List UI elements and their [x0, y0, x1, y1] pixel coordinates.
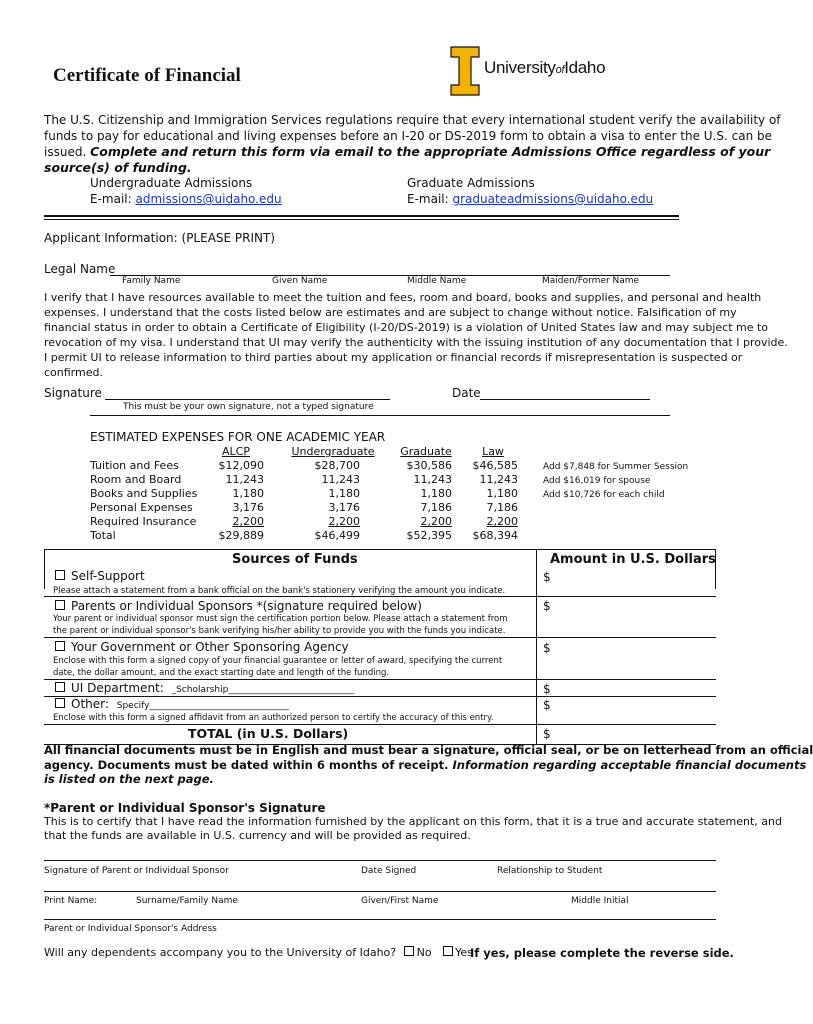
- amount-header: Amount in U.S. Dollars: [550, 552, 716, 567]
- funds-table-divider: [536, 549, 537, 745]
- expense-value: 2,200: [486, 515, 518, 528]
- other-option[interactable]: [55, 697, 289, 711]
- expense-note: Add $7,848 for Summer Session: [543, 462, 689, 472]
- ui-department-label: UI Department:: [71, 681, 164, 695]
- print-name-line[interactable]: [44, 891, 716, 892]
- expense-value: 1,180: [420, 487, 452, 500]
- intro-line-3: [44, 144, 770, 159]
- ug-email-label: E-mail:: [90, 192, 132, 206]
- row-rule: [44, 724, 716, 725]
- sponsor-text-1: This is to certify that I have read the information furnished by the applicant on this form, that it is a true and accurate statement, and: [44, 815, 782, 828]
- dependents-question-row: [44, 946, 473, 959]
- expense-row-labels: [90, 459, 197, 543]
- section-divider: [44, 215, 679, 217]
- expense-row-label: Room and Board: [90, 473, 182, 486]
- expense-value: 3,176: [232, 501, 264, 514]
- expense-note: Add $10,726 for each child: [543, 490, 665, 500]
- government-note-2: date, the dollar amount, and the exact starting date and length of the funding.: [53, 668, 390, 678]
- self-support-label: Self-Support: [71, 569, 145, 583]
- relationship-caption: Relationship to Student: [497, 866, 603, 876]
- row-rule: [44, 596, 716, 597]
- expense-row-label: Books and Supplies: [90, 487, 198, 500]
- expense-value: $52,395: [406, 529, 452, 542]
- statement-line: I verify that I have resources available to meet the tuition and fees, room and board, books and supplies, and personal and health: [44, 291, 762, 304]
- logo-text-of: of: [555, 64, 565, 76]
- sponsors-option[interactable]: [55, 599, 422, 613]
- middle-name-caption: Middle Name: [407, 276, 467, 286]
- government-checkbox[interactable]: [55, 641, 65, 651]
- government-label: Your Government or Other Sponsoring Agency: [71, 640, 349, 654]
- expense-value: 7,186: [420, 501, 452, 514]
- row-rule: [44, 637, 716, 638]
- expense-column-alcp: [208, 445, 264, 543]
- grad-email-link[interactable]: graduateadmissions@uidaho.edu: [452, 192, 654, 206]
- expense-value: 2,200: [232, 515, 264, 528]
- applicant-section-label: Applicant Information: (PLEASE PRINT): [44, 231, 276, 245]
- expense-value: $68,394: [472, 529, 518, 542]
- statement-line: revocation of my visa. I understand that UI may verify the authenticity with the issuing institution of any documentation that I provide.: [44, 336, 788, 349]
- ui-department-value[interactable]: _Scholarship____________________________: [171, 685, 355, 695]
- legal-name-label: Legal Name: [44, 262, 116, 276]
- expense-value: $28,700: [314, 459, 360, 472]
- surname-caption: Surname/Family Name: [136, 896, 238, 906]
- expense-value: 3,176: [328, 501, 360, 514]
- other-label: Other:: [71, 697, 109, 711]
- sponsor-text-2: that the funds are available in U.S. currency and will be provided as required.: [44, 829, 471, 842]
- sponsor-sig-caption: Signature of Parent or Individual Sponsor: [44, 866, 229, 876]
- other-amount[interactable]: $: [543, 698, 551, 712]
- print-name-caption: Print Name:: [44, 896, 98, 906]
- grad-email-row: [407, 192, 653, 206]
- intro-line-1: The U.S. Citizenship and Immigration Services regulations require that every international student verify the availability of: [44, 113, 781, 127]
- expense-column-graduate: [400, 445, 452, 543]
- funds-table-left: [44, 549, 45, 589]
- dependents-question: Will any dependents accompany you to the University of Idaho?: [44, 946, 397, 959]
- section-divider-thin: [44, 219, 679, 220]
- self-support-note: Please attach a statement from a bank official on the bank's stationery verifying the amount you indicate.: [53, 586, 506, 596]
- expense-value: $30,586: [406, 459, 452, 472]
- legal-name-field[interactable]: [110, 263, 670, 276]
- self-support-option[interactable]: [55, 569, 145, 583]
- expense-value: 7,186: [486, 501, 518, 514]
- expense-value: $46,585: [472, 459, 518, 472]
- address-caption: Parent or Individual Sponsor's Address: [44, 924, 217, 934]
- sponsors-amount[interactable]: $: [543, 599, 551, 613]
- expense-row-label: Total: [90, 529, 116, 542]
- middle-initial-caption: Middle Initial: [571, 896, 629, 906]
- logo-text-university: University: [484, 58, 556, 77]
- total-amount[interactable]: $: [543, 727, 551, 741]
- funds-table-top: [44, 549, 716, 550]
- column-header: Law: [482, 445, 504, 458]
- intro-emphasis-2: source(s) of funding.: [44, 160, 192, 175]
- total-label: TOTAL (in U.S. Dollars): [188, 726, 349, 741]
- grad-admissions-label: Graduate Admissions: [407, 176, 535, 190]
- ui-department-option[interactable]: [55, 681, 354, 695]
- other-value[interactable]: Specify_______________________________: [116, 701, 289, 711]
- date-field[interactable]: [480, 387, 650, 400]
- given-caption: Given/First Name: [361, 896, 439, 906]
- self-support-checkbox[interactable]: [55, 570, 65, 580]
- sponsors-label: Parents or Individual Sponsors *(signature required below): [71, 599, 422, 613]
- expense-value: 1,180: [486, 487, 518, 500]
- signature-note: This must be your own signature, not a typed signature: [123, 402, 374, 412]
- expense-value: 2,200: [420, 515, 452, 528]
- other-note: Enclose with this form a signed affidavit from an authorized person to certify the accuracy of this entry.: [53, 713, 494, 723]
- dependents-yes-label: Yes: [455, 946, 473, 959]
- applicant-divider: [90, 415, 670, 416]
- logo-text-idaho: Idaho: [564, 58, 606, 77]
- expense-value: $29,889: [218, 529, 264, 542]
- expense-row-label: Required Insurance: [90, 515, 197, 528]
- expense-notes: [543, 460, 688, 502]
- maiden-name-caption: Maiden/Former Name: [542, 276, 640, 286]
- expense-value: 2,200: [328, 515, 360, 528]
- sources-header: Sources of Funds: [232, 552, 358, 567]
- sponsors-note-2: the parent or individual sponsor's bank verifying his/her ability to provide you with the funds you indicate.: [53, 626, 506, 636]
- address-line[interactable]: [44, 919, 716, 920]
- expense-column-law: [468, 445, 518, 543]
- ug-email-link[interactable]: admissions@uidaho.edu: [135, 192, 282, 206]
- column-header: Graduate: [400, 445, 452, 458]
- self-support-amount[interactable]: $: [543, 570, 551, 584]
- expense-row-label: Personal Expenses: [90, 501, 193, 514]
- intro-issued: issued.: [44, 145, 87, 159]
- dependents-no-label: No: [416, 946, 432, 959]
- signature-field[interactable]: [105, 387, 390, 400]
- sponsors-note-1: Your parent or individual sponsor must sign the certification portion below. Please attach a statement from: [53, 614, 508, 624]
- column-header: Undergraduate: [291, 445, 375, 458]
- ui-department-checkbox[interactable]: [55, 682, 65, 692]
- ug-admissions-label: Undergraduate Admissions: [90, 176, 253, 190]
- intro-emphasis: Complete and return this form via email to the appropriate Admissions Office regardless of your: [90, 144, 771, 159]
- intro-line-2: funds to pay for educational and living expenses before an I-20 or DS-2019 form to obtain a visa to enter the U.S. can be: [44, 129, 772, 143]
- applicant-statement: [44, 290, 788, 380]
- column-header: ALCP: [222, 445, 250, 458]
- documents-requirement: agency. Documents must be dated within 6 months of receipt.: [44, 758, 449, 772]
- government-option[interactable]: [55, 640, 349, 654]
- documents-line-3: is listed on the next page.: [44, 772, 214, 786]
- sponsor-heading: *Parent or Individual Sponsor's Signature: [44, 801, 326, 815]
- row-rule: [44, 679, 716, 680]
- government-amount[interactable]: $: [543, 641, 551, 655]
- statement-line: confirmed.: [44, 366, 103, 379]
- idaho-i-icon: [450, 46, 480, 96]
- expense-row-label: Tuition and Fees: [90, 459, 179, 472]
- signature-label: Signature: [44, 386, 102, 400]
- expense-value: $46,499: [314, 529, 360, 542]
- expense-value: 11,243: [413, 473, 452, 486]
- sponsor-sig-line[interactable]: [44, 860, 716, 861]
- ug-email-row: [90, 192, 282, 206]
- expense-value: 11,243: [225, 473, 264, 486]
- statement-line: expenses. I understand that the costs listed below are estimates and are subject to change without notice. Falsification of my: [44, 306, 737, 319]
- page-title: Certificate of Financial: [53, 65, 241, 86]
- expense-value: $12,090: [218, 459, 264, 472]
- documents-line-2: [44, 758, 806, 772]
- documents-line-1: All financial documents must be in English and must bear a signature, official seal, or be on letterhead from an official: [44, 743, 813, 757]
- sponsors-checkbox[interactable]: [55, 600, 65, 610]
- dependents-yes-checkbox[interactable]: [443, 946, 453, 956]
- statement-line: I permit UI to release information to third parties about my application or financial records if misrepresentation is suspected or: [44, 351, 743, 364]
- university-logo: [450, 46, 620, 98]
- expense-value: 11,243: [479, 473, 518, 486]
- expense-note: Add $16,019 for spouse: [543, 476, 651, 486]
- date-signed-caption: Date Signed: [361, 866, 417, 876]
- dependents-no-checkbox[interactable]: [404, 946, 414, 956]
- expense-value: 11,243: [321, 473, 360, 486]
- expense-column-undergraduate: [290, 445, 376, 543]
- ui-department-amount[interactable]: $: [543, 682, 551, 696]
- other-checkbox[interactable]: [55, 698, 65, 708]
- date-label: Date: [452, 386, 481, 400]
- dependents-instruction: If yes, please complete the reverse side.: [470, 946, 734, 960]
- statement-line: financial status in order to obtain a Certificate of Eligibility (I-20/DS-2019) is a violation of United States law and may subject me to: [44, 321, 769, 334]
- expense-value: 1,180: [328, 487, 360, 500]
- documents-info-emphasis: Information regarding acceptable financial documents: [452, 758, 807, 772]
- family-name-caption: Family Name: [122, 276, 181, 286]
- government-note-1: Enclose with this form a signed copy of your financial guarantee or letter of award, specifying the current: [53, 656, 503, 666]
- expense-value: 1,180: [232, 487, 264, 500]
- expenses-title: ESTIMATED EXPENSES FOR ONE ACADEMIC YEAR: [90, 430, 386, 444]
- given-name-caption: Given Name: [272, 276, 328, 286]
- grad-email-label: E-mail:: [407, 192, 449, 206]
